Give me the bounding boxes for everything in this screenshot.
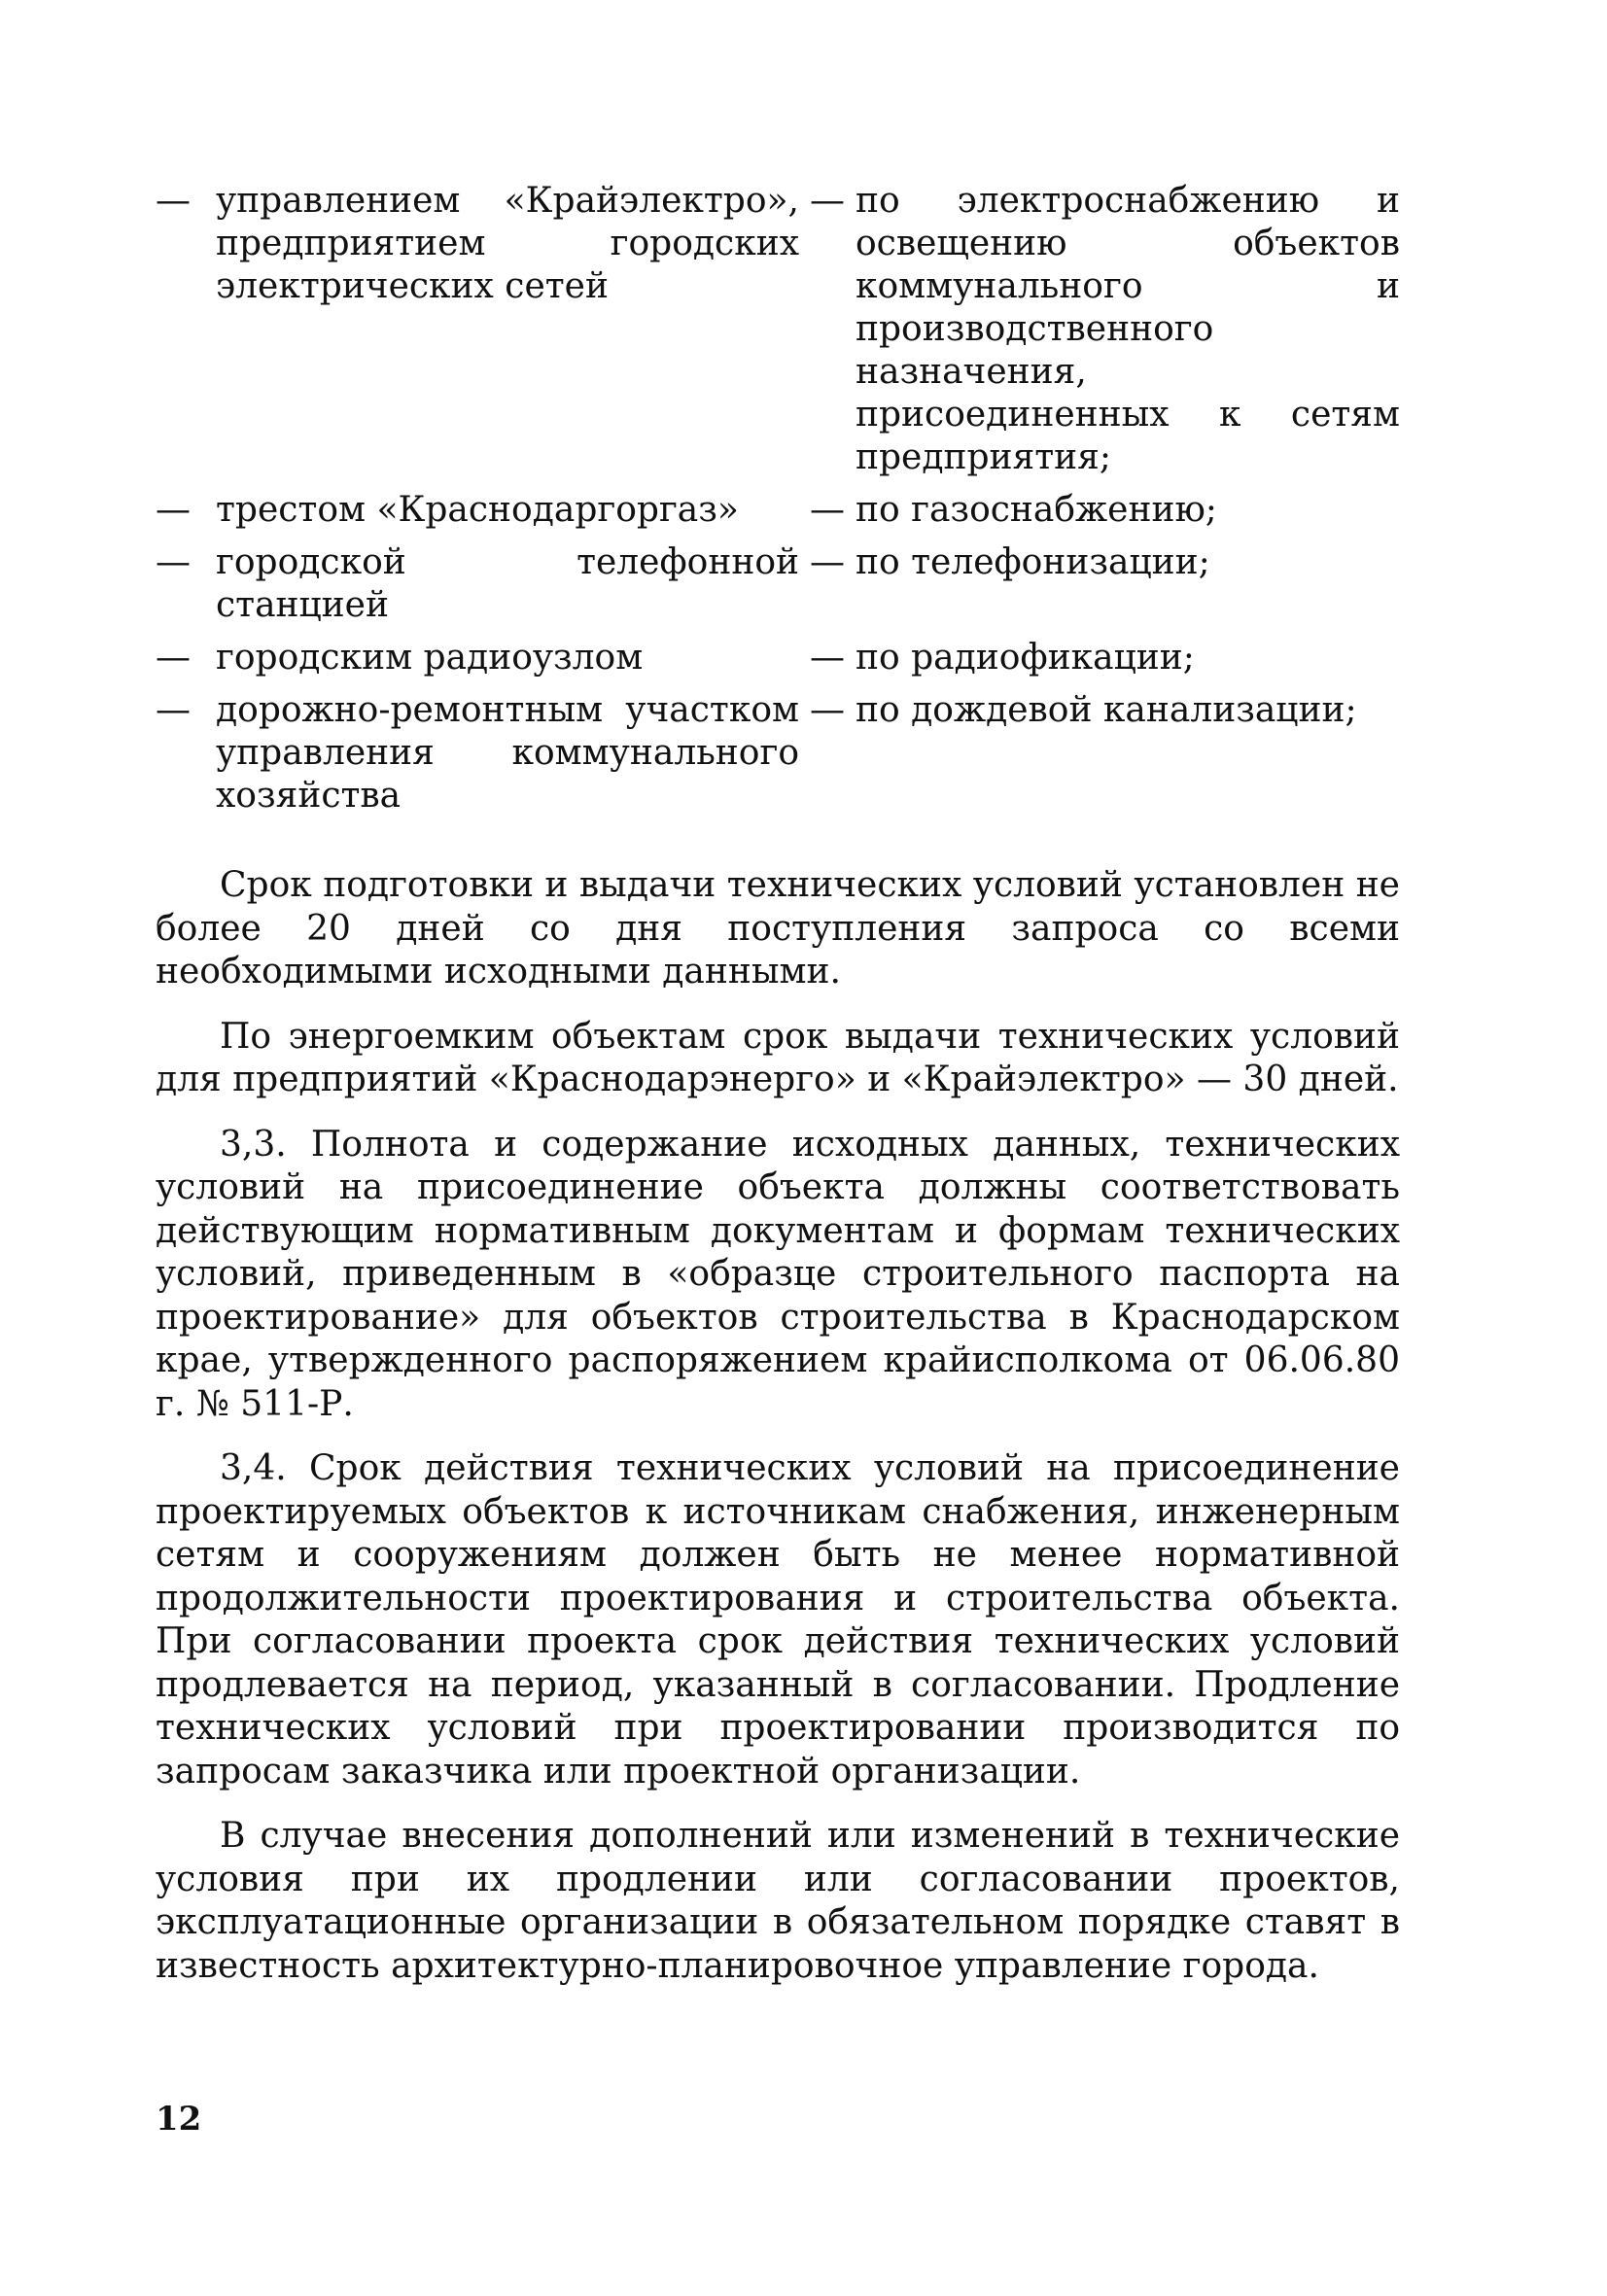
- organization-scope: по электроснабжению и освещению объектов коммунального и производственного назначения, присоединенных к сетям предприятия;: [856, 181, 1400, 477]
- list-dash: —: [156, 490, 191, 530]
- page-number: 12: [156, 2100, 202, 2139]
- separator-dash: —: [810, 542, 845, 582]
- list-dash: —: [156, 542, 191, 582]
- separator-dash: —: [810, 690, 845, 730]
- organization-row: [156, 489, 1400, 532]
- paragraph-3-4: 3,4. Срок действия технических условий на присоединение проектируемых объектов к источникам снабжения, инженерным сетям и сооружениям должен быть не менее нормативной продолжительности проектирования и строительства объекта. При согласовании проекта срок действия технических условий продлевается на период, указанный в согласовании. Продление технических условий при проектировании производится по запросам заказчика или проектной организации.: [156, 1448, 1400, 1792]
- organization-row: [156, 637, 1400, 679]
- paragraph-3-3: 3,3. Полнота и содержание исходных данных, технических условий на присоединение объекта должны соответствовать действующим нормативным документам и формам технических условий, приведенным в «образце строительного паспорта на проектирование» для объектов строительства в Краснодарском крае, утвержденного распоряжением крайисполкома от 06.06.80 г. № 511-Р.: [156, 1124, 1400, 1424]
- organization-scope: по радиофикации;: [856, 638, 1195, 678]
- body-text: [156, 864, 1400, 1988]
- organization-name: трестом «Краснодаргоргаз»: [216, 490, 739, 530]
- paragraph-deadline: Срок подготовки и выдачи технических условий установлен не более 20 дней со дня поступления запроса со всеми необходимыми исходными данными.: [156, 865, 1400, 991]
- organization-list: [156, 180, 1400, 818]
- organization-name: городским радиоузлом: [216, 638, 644, 678]
- organization-name: городской телефонной станцией: [216, 542, 799, 625]
- list-dash: —: [156, 638, 191, 678]
- organization-row: [156, 541, 1400, 627]
- separator-dash: —: [810, 181, 845, 221]
- list-dash: —: [156, 690, 191, 730]
- document-page: [156, 180, 1400, 2124]
- organization-name: дорожно-ремонтным участком управления коммунального хозяйства: [216, 690, 799, 816]
- separator-dash: —: [810, 638, 845, 678]
- paragraph-amendments: В случае внесения дополнений или изменений в технические условия при их продлении или согласовании проектов, эксплуатационные организации в обязательном порядке ставят в известность архитектурно-планировочное управление города.: [156, 1816, 1400, 1986]
- organization-row: [156, 180, 1400, 479]
- paragraph-energy-objects: По энергоемким объектам срок выдачи технических условий для предприятий «Краснодарэнерго» и «Крайэлектро» — 30 дней.: [156, 1016, 1400, 1099]
- organization-scope: по дождевой канализации;: [856, 690, 1357, 730]
- organization-name: управлением «Крайэлектро», предприятием городских электрических сетей: [216, 181, 799, 306]
- organization-row: [156, 689, 1400, 818]
- organization-scope: по телефонизации;: [856, 542, 1210, 582]
- organization-scope: по газоснабжению;: [856, 490, 1217, 530]
- list-dash: —: [156, 181, 191, 221]
- separator-dash: —: [810, 490, 845, 530]
